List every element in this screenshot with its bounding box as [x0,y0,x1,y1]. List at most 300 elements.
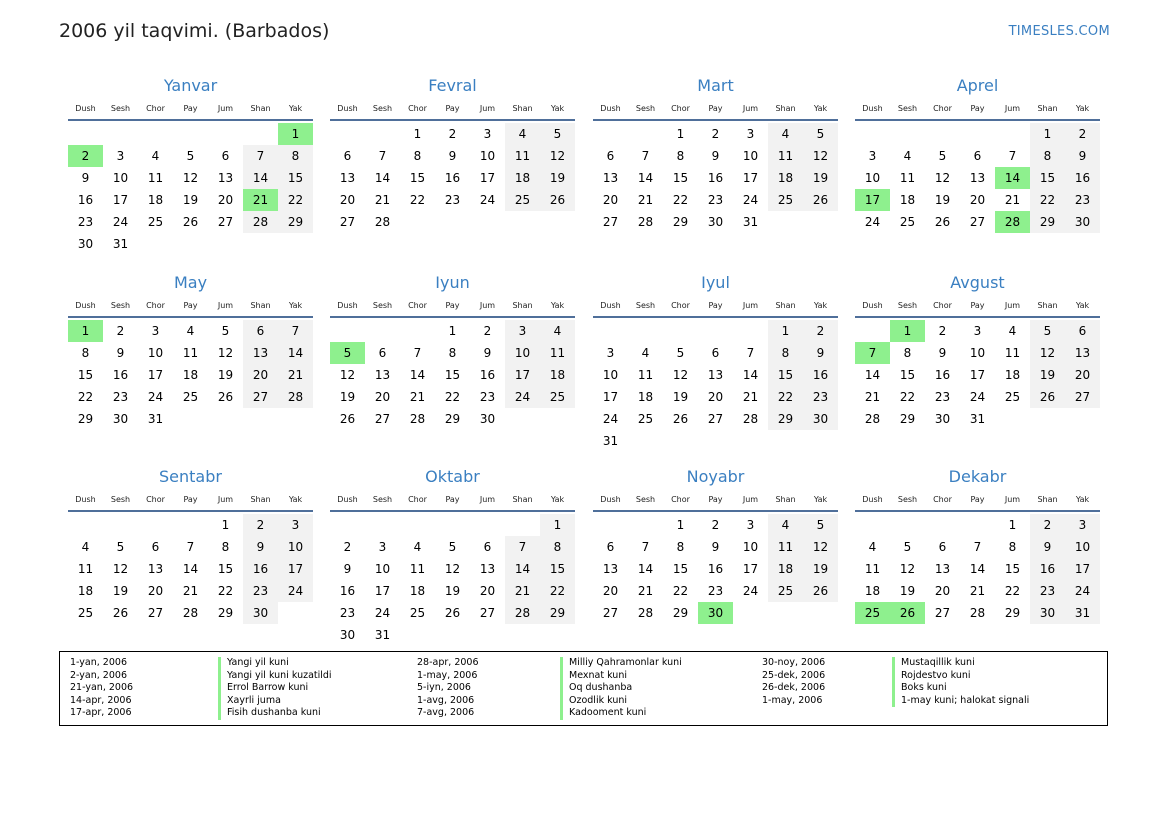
weekday-label: Dush [75,104,96,113]
day-cell: 6 [378,346,387,360]
day-cell: 29 [1004,606,1021,620]
weekday-label: Pay [708,495,723,504]
day-cell: 20 [969,193,986,207]
day-cell: 29 [444,412,461,426]
day-cell: 21 [637,193,654,207]
day-cell: 2 [116,324,125,338]
month-name: Oktabr [425,467,480,486]
day-cell: 3 [278,514,313,536]
day-cell: 20 [217,193,234,207]
day-cell: 9 [1065,145,1100,167]
day-cell: 28 [278,386,313,408]
month-divider [330,316,575,318]
day-cell: 23 [707,584,724,598]
weekday-label: Jum [1004,495,1021,504]
month-divider [68,510,313,512]
legend-date: 17-apr, 2006 [70,707,132,719]
day-cell: 6 [938,540,947,554]
day-cell: 1 [540,514,575,536]
weekday-label: Yak [550,495,565,504]
day-cell: 8 [81,346,90,360]
day-cell: 29 [672,215,689,229]
day-cell: 9 [938,346,947,360]
day-cell: 2 [938,324,947,338]
day-cell: 22 [409,193,426,207]
weekday-label: Sesh [110,495,131,504]
weekday-label: Yak [813,495,828,504]
day-cell: 6 [243,320,278,342]
day-cell: 24 [374,606,391,620]
day-cell: 22 [540,580,575,602]
day-cell: 20 [707,390,724,404]
day-cell: 31 [112,237,129,251]
weekday-label: Chor [933,495,952,504]
day-cell: 25 [1004,390,1021,404]
day-cell: 30 [934,412,951,426]
day-cell: 13 [339,171,356,185]
day-cell: 28 [374,215,391,229]
day-cell: 3 [868,149,877,163]
day-cell: 10 [479,149,496,163]
day-cell: 12 [899,562,916,576]
day-cell: 14 [505,558,540,580]
weekday-label: Yak [288,301,303,310]
day-cell: 18 [409,584,426,598]
day-cell: 9 [81,171,90,185]
weekday-label: Yak [813,301,828,310]
day-cell: 18 [77,584,94,598]
day-cell: 18 [768,167,803,189]
month-divider [330,510,575,512]
day-cell: 17 [969,368,986,382]
day-cell: 12 [672,368,689,382]
day-cell: 23 [479,390,496,404]
legend-date: 5-iyn, 2006 [417,682,471,694]
month-name: Avgust [950,273,1005,292]
day-cell: 29 [77,412,94,426]
day-cell: 4 [768,514,803,536]
day-cell: 14 [969,562,986,576]
day-cell: 22 [217,584,234,598]
day-cell: 25 [899,215,916,229]
day-cell: 23 [1065,189,1100,211]
legend-date: 28-apr, 2006 [417,657,479,668]
weekday-label: Chor [671,301,690,310]
weekday-label: Shan [1037,104,1058,113]
legend-holiday-name: Milliy Qahramonlar kuni [560,657,682,670]
day-cell: 3 [378,540,387,554]
day-cell: 22 [672,193,689,207]
legend-date: 26-dek, 2006 [762,682,826,694]
day-cell: 24 [864,215,881,229]
day-cell: 14 [409,368,426,382]
day-cell: 15 [217,562,234,576]
holiday-day-cell: 1 [68,320,103,342]
weekday-label: Dush [600,301,621,310]
weekday-label: Chor [408,495,427,504]
legend-holiday-name: Kadooment kuni [560,707,682,720]
day-cell: 26 [934,215,951,229]
day-cell: 26 [540,189,575,211]
day-cell: 14 [637,562,654,576]
day-cell: 17 [742,562,759,576]
day-cell: 17 [147,368,164,382]
day-cell: 29 [768,408,803,430]
weekday-label: Chor [146,495,165,504]
day-cell: 23 [934,390,951,404]
day-cell: 19 [217,368,234,382]
day-cell: 22 [672,584,689,598]
day-cell: 7 [278,320,313,342]
weekday-label: Yak [1075,104,1090,113]
month-iyun [330,273,575,443]
day-cell: 16 [1065,167,1100,189]
month-dekabr [855,467,1100,637]
day-cell: 17 [112,193,129,207]
weekday-label: Jum [1004,104,1021,113]
legend-date: 7-avg, 2006 [417,707,475,719]
day-cell: 19 [803,558,838,580]
month-aprel [855,76,1100,246]
day-cell: 26 [803,189,838,211]
weekday-label: Yak [550,301,565,310]
weekday-label: Pay [970,495,985,504]
legend-holiday-name: Ozodlik kuni [560,695,682,708]
day-cell: 17 [1065,558,1100,580]
day-cell: 19 [672,390,689,404]
day-cell: 21 [1004,193,1021,207]
legend-date: 1-yan, 2006 [70,657,127,668]
day-cell: 20 [243,364,278,386]
day-cell: 23 [339,606,356,620]
holiday-day-cell: 7 [855,342,890,364]
day-cell: 31 [969,412,986,426]
weekday-label: Shan [250,301,271,310]
day-cell: 15 [672,171,689,185]
day-cell: 7 [186,540,195,554]
day-cell: 5 [803,123,838,145]
day-cell: 19 [540,167,575,189]
month-name: Fevral [428,76,477,95]
day-cell: 15 [899,368,916,382]
day-cell: 25 [77,606,94,620]
month-may [68,273,313,443]
weekday-label: Yak [550,104,565,113]
day-cell: 11 [147,171,164,185]
day-cell: 26 [444,606,461,620]
day-cell: 12 [934,171,951,185]
weekday-label: Jum [742,104,759,113]
weekday-header [855,495,1100,507]
day-cell: 30 [1065,211,1100,233]
day-cell: 25 [147,215,164,229]
day-cell: 19 [899,584,916,598]
day-cell: 19 [803,167,838,189]
day-cell: 4 [81,540,90,554]
day-cell: 18 [899,193,916,207]
day-cell: 27 [147,606,164,620]
weekday-label: Jum [742,301,759,310]
day-cell: 7 [746,346,755,360]
day-cell: 16 [479,368,496,382]
day-cell: 13 [374,368,391,382]
month-name: Iyul [701,273,730,292]
weekday-label: Yak [288,104,303,113]
day-cell: 2 [1030,514,1065,536]
day-cell: 9 [448,149,457,163]
month-mart [593,76,838,246]
holiday-day-cell: 2 [68,145,103,167]
day-cell: 7 [505,536,540,558]
day-cell: 17 [374,584,391,598]
weekday-label: Jum [1004,301,1021,310]
weekday-label: Sesh [897,301,918,310]
page-title: 2006 yil taqvimi. (Barbados) [59,20,330,42]
day-cell: 5 [803,514,838,536]
month-yanvar [68,76,313,251]
day-cell: 9 [483,346,492,360]
day-cell: 22 [768,386,803,408]
day-cell: 8 [278,145,313,167]
day-cell: 22 [278,189,313,211]
legend-date: 1-may, 2006 [417,669,478,681]
month-name: May [173,273,208,292]
day-cell: 10 [602,368,619,382]
day-cell: 5 [1030,320,1065,342]
day-cell: 27 [707,412,724,426]
weekday-label: Pay [183,104,198,113]
weekday-label: Shan [775,104,796,113]
day-cell: 3 [606,346,615,360]
legend-date: 1-may, 2006 [762,694,823,706]
site-logo-link[interactable]: TIMESLES.COM [1008,24,1110,39]
month-divider [855,510,1100,512]
day-cell: 18 [540,364,575,386]
weekday-label: Chor [408,301,427,310]
day-cell: 27 [602,606,619,620]
day-cell: 11 [505,145,540,167]
holiday-day-cell: 5 [330,342,365,364]
day-cell: 9 [243,536,278,558]
day-cell: 2 [343,540,352,554]
day-cell: 19 [934,193,951,207]
day-cell: 17 [505,364,540,386]
legend-date: 14-apr, 2006 [70,694,132,706]
day-cell: 20 [479,584,496,598]
day-cell: 10 [147,346,164,360]
day-cell: 1 [413,127,422,141]
legend-holiday-name: Oq dushanba [560,682,682,695]
day-cell: 25 [637,412,654,426]
day-cell: 12 [339,368,356,382]
day-cell: 12 [182,171,199,185]
day-cell: 28 [637,215,654,229]
day-cell: 26 [803,580,838,602]
day-cell: 14 [864,368,881,382]
legend-dates-col-3 [762,657,825,707]
day-cell: 28 [409,412,426,426]
day-cell: 13 [479,562,496,576]
day-cell: 13 [1065,342,1100,364]
weekday-label: Yak [813,104,828,113]
weekday-label: Sesh [372,301,393,310]
day-cell: 3 [151,324,160,338]
day-cell: 10 [969,346,986,360]
day-cell: 24 [742,584,759,598]
weekday-label: Pay [970,301,985,310]
day-cell: 1 [676,127,685,141]
day-cell: 2 [1065,123,1100,145]
day-cell: 20 [934,584,951,598]
day-cell: 28 [969,606,986,620]
weekday-label: Chor [933,301,952,310]
day-cell: 30 [77,237,94,251]
day-cell: 12 [1030,342,1065,364]
weekday-label: Shan [1037,495,1058,504]
day-cell: 18 [864,584,881,598]
day-cell: 3 [973,324,982,338]
day-cell: 11 [540,342,575,364]
day-cell: 21 [182,584,199,598]
legend-date: 30-noy, 2006 [762,657,826,668]
legend-holiday-name: Errol Barrow kuni [218,682,332,695]
day-cell: 25 [505,189,540,211]
day-cell: 29 [672,606,689,620]
day-cell: 16 [243,558,278,580]
day-cell: 6 [711,346,720,360]
day-cell: 30 [112,412,129,426]
day-cell: 4 [1008,324,1017,338]
day-cell: 22 [899,390,916,404]
day-cell: 9 [711,540,720,554]
day-cell: 4 [505,123,540,145]
day-cell: 11 [637,368,654,382]
weekday-label: Sesh [635,495,656,504]
legend-dates-col-2 [417,657,479,720]
legend-names-col-2 [560,657,682,720]
weekday-label: Shan [250,495,271,504]
day-cell: 6 [606,540,615,554]
day-cell: 28 [864,412,881,426]
day-cell: 15 [77,368,94,382]
day-cell: 1 [1030,123,1065,145]
legend-holiday-name: Xayrli juma [218,695,332,708]
day-cell: 5 [676,346,685,360]
day-cell: 15 [278,167,313,189]
weekday-header [68,301,313,313]
holiday-day-cell: 14 [995,167,1030,189]
day-cell: 11 [77,562,94,576]
day-cell: 9 [711,149,720,163]
day-cell: 4 [903,149,912,163]
weekday-label: Yak [288,495,303,504]
weekday-header [855,301,1100,313]
day-cell: 16 [803,364,838,386]
month-name: Sentabr [159,467,222,486]
day-cell: 26 [672,412,689,426]
day-cell: 21 [374,193,391,207]
day-cell: 7 [378,149,387,163]
weekday-label: Dush [337,104,358,113]
day-cell: 23 [803,386,838,408]
weekday-header [593,495,838,507]
month-divider [593,119,838,121]
day-cell: 3 [746,518,755,532]
day-cell: 5 [540,123,575,145]
month-name: Noyabr [686,467,745,486]
day-cell: 11 [768,145,803,167]
day-cell: 24 [1065,580,1100,602]
day-cell: 30 [803,408,838,430]
day-cell: 2 [711,518,720,532]
month-iyul [593,273,838,448]
weekday-label: Chor [408,104,427,113]
day-cell: 9 [343,562,352,576]
day-cell: 28 [742,412,759,426]
day-cell: 1 [221,518,230,532]
day-cell: 10 [112,171,129,185]
day-cell: 3 [116,149,125,163]
day-cell: 23 [1030,580,1065,602]
day-cell: 27 [374,412,391,426]
day-cell: 11 [409,562,426,576]
day-cell: 14 [182,562,199,576]
weekday-label: Chor [671,104,690,113]
day-cell: 23 [77,215,94,229]
day-cell: 31 [602,434,619,448]
holiday-legend [59,651,1108,726]
day-cell: 11 [768,536,803,558]
day-cell: 8 [413,149,422,163]
day-cell: 12 [803,536,838,558]
day-cell: 24 [602,412,619,426]
day-cell: 4 [186,324,195,338]
weekday-label: Pay [708,104,723,113]
day-cell: 20 [339,193,356,207]
day-cell: 18 [1004,368,1021,382]
day-cell: 13 [602,562,619,576]
legend-holiday-name: Boks kuni [892,682,1029,695]
weekday-label: Sesh [372,495,393,504]
day-cell: 2 [483,324,492,338]
day-cell: 4 [413,540,422,554]
day-cell: 13 [969,171,986,185]
weekday-label: Pay [445,301,460,310]
day-cell: 6 [221,149,230,163]
day-cell: 6 [1065,320,1100,342]
day-cell: 6 [151,540,160,554]
day-cell: 27 [602,215,619,229]
day-cell: 23 [243,580,278,602]
day-cell: 13 [243,342,278,364]
day-cell: 15 [672,562,689,576]
day-cell: 20 [374,390,391,404]
day-cell: 28 [505,602,540,624]
day-cell: 25 [768,580,803,602]
day-cell: 5 [938,149,947,163]
day-cell: 21 [278,364,313,386]
weekday-label: Chor [146,301,165,310]
day-cell: 8 [676,540,685,554]
day-cell: 20 [1065,364,1100,386]
month-divider [855,119,1100,121]
day-cell: 4 [768,123,803,145]
month-name: Aprel [956,76,999,95]
weekday-label: Yak [1075,301,1090,310]
weekday-label: Chor [671,495,690,504]
day-cell: 25 [768,189,803,211]
day-cell: 8 [1008,540,1017,554]
